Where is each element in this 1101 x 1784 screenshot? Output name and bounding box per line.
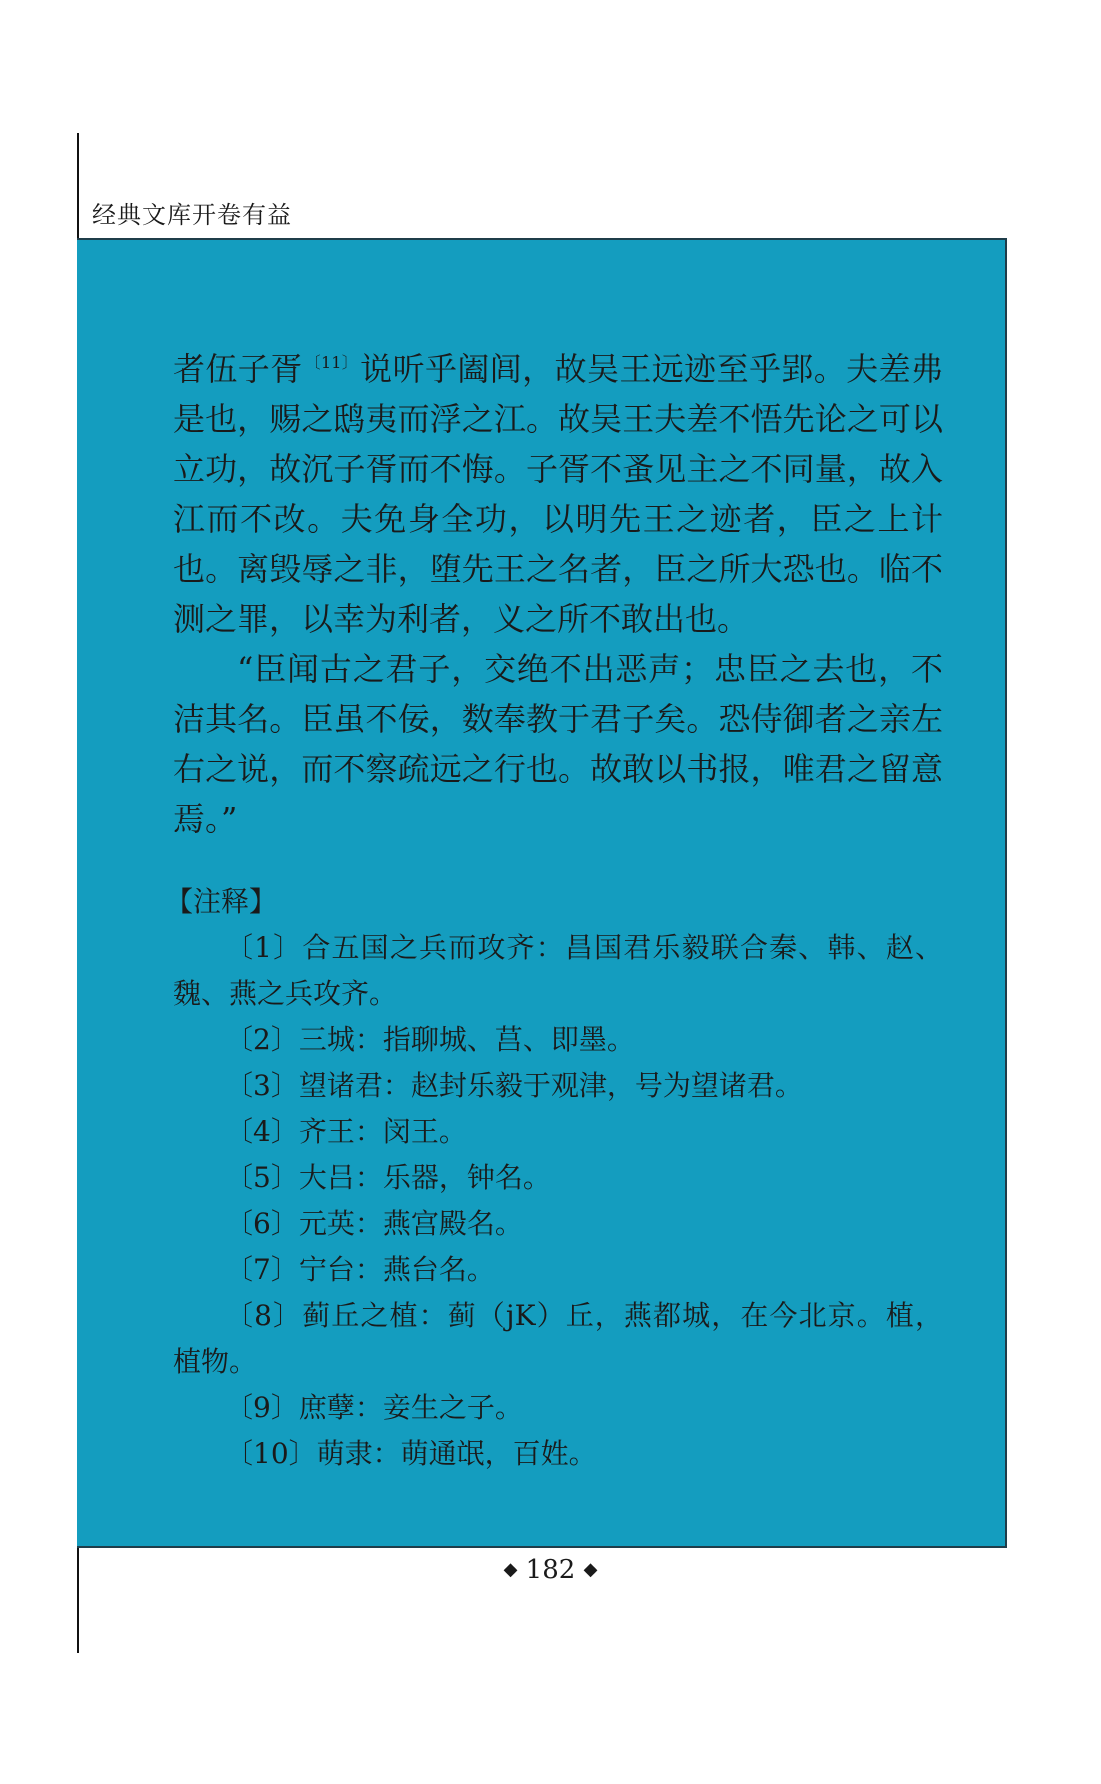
page-footer (0, 1555, 1101, 1585)
diamond-left-icon: ◆ (503, 1559, 518, 1580)
paragraph-1 (173, 338, 943, 644)
note-item: 〔10〕萌隶：萌通氓，百姓。 (225, 1437, 597, 1470)
notes-heading: 【注释】 (165, 885, 278, 918)
note-item: 〔5〕大吕：乐器，钟名。 (225, 1161, 551, 1194)
page-number: 182 (525, 1555, 576, 1585)
note-item: 〔3〕望诸君：赵封乐毅于观津，号为望诸君。 (225, 1069, 803, 1102)
paragraph-1-rest: 说听乎阖闾，故吴王远迹至乎郢。夫差弗是也，赐之鸱夷而浮之江。故吴王夫差不悟先论之可以立功，故沉子胥而不悔。子胥不蚤见主之不同量，故入江而不改。夫免身全功，以明先王之迹者，臣之上计也。离毁辱之非，堕先王之名者，臣之所大恐也。临不测之罪，以幸为利者，义之所不敢出也。 (173, 350, 943, 638)
running-header: 经典文库开卷有益 (92, 201, 292, 229)
note-item: 〔1〕合五国之兵而攻齐：昌国君乐毅联合秦、韩、赵、魏、燕之兵攻齐。 (173, 931, 943, 1010)
note-item: 〔7〕宁台：燕台名。 (225, 1253, 495, 1286)
note-item: 〔4〕齐王：闵王。 (225, 1115, 467, 1148)
note-item: 〔2〕三城：指聊城、莒、即墨。 (225, 1023, 635, 1056)
notes-list (173, 925, 943, 1477)
paragraph-1-lead: 者伍子胥 (173, 350, 303, 388)
main-text (173, 338, 943, 844)
footnote-marker-11: 〔11〕 (304, 353, 359, 372)
diamond-right-icon: ◆ (583, 1559, 598, 1580)
paragraph-2: “臣闻古之君子，交绝不出恶声；忠臣之去也，不洁其名。臣虽不佞，数奉教于君子矣。恐侍御者之亲左右之说，而不察疏远之行也。故敢以书报，唯君之留意焉。” (173, 650, 943, 838)
note-item: 〔6〕元英：燕宫殿名。 (225, 1207, 523, 1240)
note-item: 〔8〕蓟丘之植：蓟（jK）丘，燕都城，在今北京。植，植物。 (173, 1299, 943, 1378)
note-item: 〔9〕庶孽：妾生之子。 (225, 1391, 523, 1424)
